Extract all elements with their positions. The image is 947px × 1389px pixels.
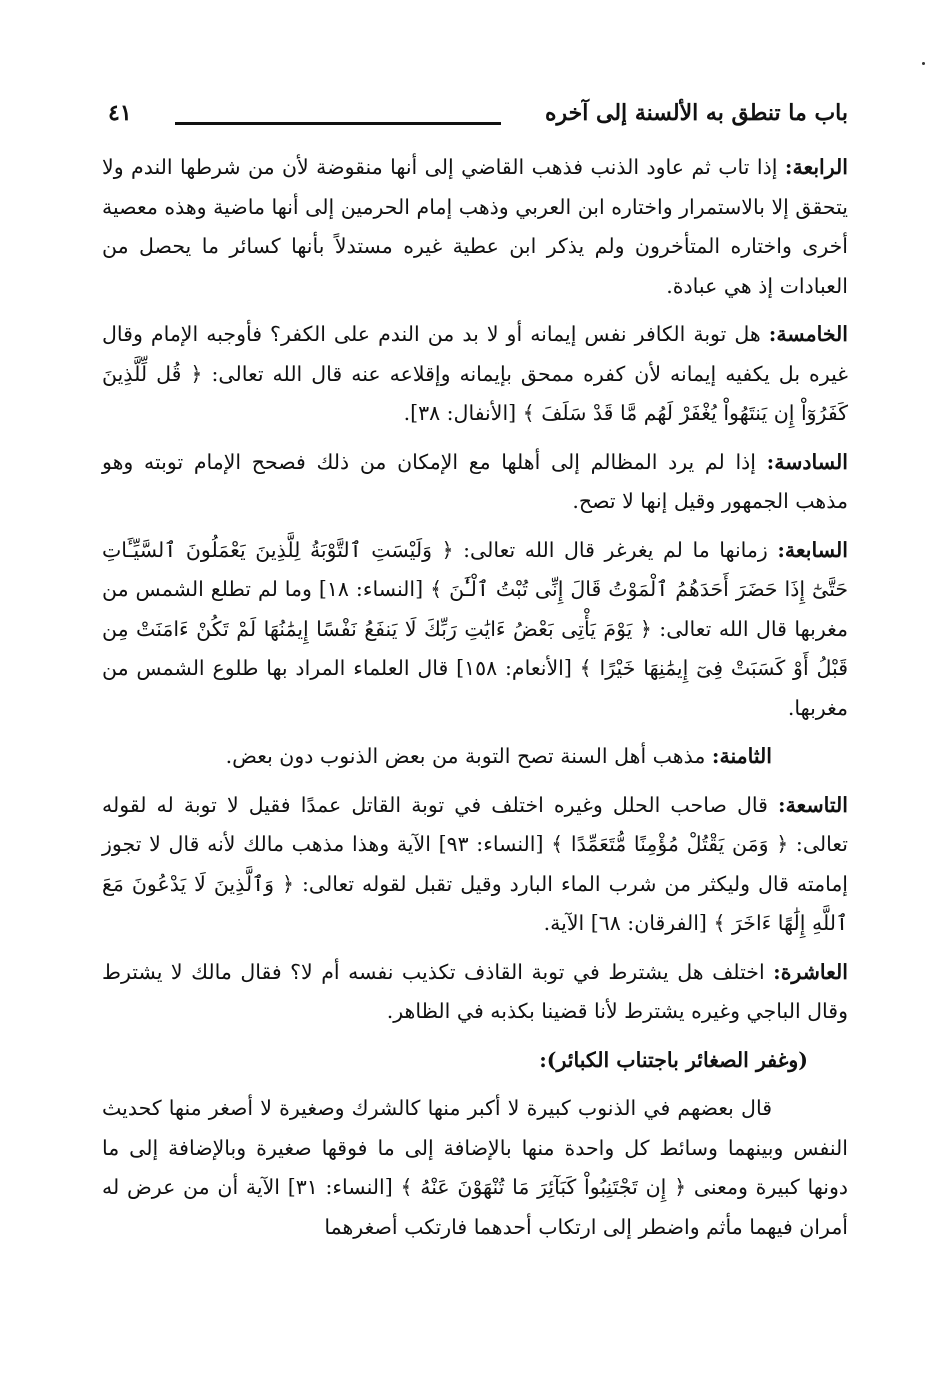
paragraph-lead: الرابعة:	[784, 155, 848, 179]
paragraph-fourth	[102, 148, 848, 306]
paragraph-text: إذا تاب ثم عاود الذنب فذهب القاضي إلى أنها منقوضة لأن من شرطها الندم ولا يتحقق إلا بالاستمرار واختاره ابن العربي وذهب إمام الحرمين إلى أنها ماضية وهذه معصية أخرى واختاره المتأخرون ولم يذكر ابن عطية غيره مستدلاً بأنها كسائر ما يحصل من العبادات إذ هي عبادة.	[102, 155, 848, 298]
paragraph-eighth	[102, 737, 848, 777]
header-title: باب ما تنطق به الألسنة إلى آخره	[544, 100, 848, 126]
paragraph-lead: السابعة:	[777, 537, 848, 562]
page-body	[102, 148, 848, 1256]
paragraph-text: مذهب أهل السنة تصح التوبة من بعض الذنوب دون بعض.	[225, 744, 712, 768]
paragraph-lead: التاسعة:	[778, 792, 848, 817]
header-rule	[175, 122, 501, 125]
paragraph-fifth	[102, 315, 848, 434]
paragraph-text: هل توبة الكافر نفس إيمانه أو لا بد من الندم على الكفر؟ فأوجبه الإمام وقال غيره بل يكفيه إيمانه لأن كفره ممحق بإيمانه وإقلاعه عنه قال الله تعالى: ﴿ قُل لِّلَّذِينَ كَفَرُوٓاْ إِن يَنتَهُواْ يُغْفَرْ لَهُم مَّا قَدْ سَلَفَ ﴾ [الأنفال: ٣٨].	[102, 322, 848, 425]
paragraph-seventh	[102, 531, 848, 729]
running-header	[100, 96, 848, 136]
page-speck	[922, 62, 925, 65]
paragraph-lead: العاشرة:	[773, 959, 848, 984]
paragraph-final: قال بعضهم في الذنوب كبيرة لا أكبر منها كالشرك وصغيرة لا أصغر منها كحديث النفس وبينهما وسائط كل واحدة منها بالإضافة إلى ما فوقها صغيرة وبالإضافة إلى ما دونها كبيرة ومعنى ﴿ إِن تَجْتَنِبُواْ كَبَآئِرَ مَا تُنْهَوْنَ عَنْهُ ﴾ [النساء: ٣١] الآية أن من عرض له أمران فيهما مأثم واضطر إلى ارتكاب أحدهما فارتكب أصغرهما	[102, 1096, 848, 1239]
section-heading: (وغفر الصغائر باجتناب الكبائر):	[539, 1047, 808, 1072]
page-number: ٤١	[108, 100, 132, 126]
paragraph-text: اختلف هل يشترط في توبة القاذف تكذيب نفسه أم لا؟ فقال مالك لا يشترط وقال الباجي وغيره يشترط لأنا قضينا بكذبه في الظاهر.	[102, 959, 848, 1023]
paragraph-lead: السادسة:	[766, 449, 848, 474]
paragraph-ninth	[102, 786, 848, 944]
paragraph-text: قال صاحب الحلل وغيره اختلف في توبة القاتل عمدًا فقيل لا توبة له لقوله تعالى: ﴿ وَمَن يَقْتُلْ مُؤْمِنًا مُّتَعَمِّدًا ﴾ [النساء: ٩٣] الآية وهذا مذهب مالك لأنه قال لا تجوز إمامته قال وليكثر من شرب الماء البارد وقيل تقبل لقوله تعالى: ﴿ وَٱلَّذِينَ لَا يَدْعُونَ مَعَ ٱللَّهِ إِلَٰهًا ءَاخَرَ ﴾ [الفرقان: ٦٨] الآية.	[102, 792, 848, 935]
paragraph-tenth	[102, 953, 848, 1032]
paragraph-lead: الخامسة:	[768, 322, 848, 346]
paragraph-sixth	[102, 443, 848, 522]
paragraph-text: إذا لم يرد المظالم إلى أهلها مع الإمكان من ذلك فصحح الإمام توبته وهو مذهب الجمهور وقيل إنها لا تصح.	[102, 449, 848, 513]
paragraph-text: زمانها ما لم يغرغر قال الله تعالى: ﴿ وَلَيْسَتِ ٱلتَّوْبَةُ لِلَّذِينَ يَعْمَلُونَ ٱلسَّيِّـَٔاتِ حَتَّىٰٓ إِذَا حَضَرَ أَحَدَهُمُ ٱلْمَوْتُ قَالَ إِنِّى تُبْتُ ٱلْـَٰٔنَ ﴾ [النساء: ١٨] وما لم تطلع الشمس من مغربها قال الله تعالى: ﴿ يَوْمَ يَأْتِى بَعْضُ ءَايَٰتِ رَبِّكَ لَا يَنفَعُ نَفْسًا إِيمَٰنُهَا لَمْ تَكُنْ ءَامَنَتْ مِن قَبْلُ أَوْ كَسَبَتْ فِىٓ إِيمَٰنِهَا خَيْرًا ﴾ [الأنعام: ١٥٨] قال العلماء المراد بها طلوع الشمس من مغربها.	[102, 537, 848, 720]
paragraph-lead: الثامنة:	[711, 744, 772, 768]
